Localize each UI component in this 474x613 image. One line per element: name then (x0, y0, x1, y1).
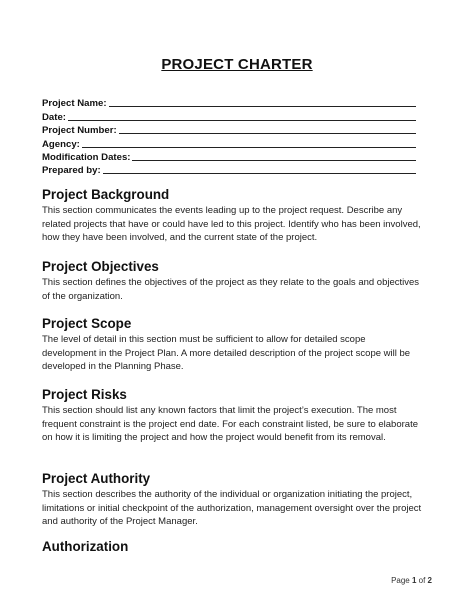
fill-line[interactable] (68, 119, 416, 121)
fill-line[interactable] (109, 105, 416, 107)
field-modification-dates (42, 150, 416, 163)
section-heading: Project Scope (42, 316, 132, 331)
section-body: This section should list any known factors that limit the project’s execution. The most frequent constraint is the project end date. For each constraint listed, be sure to elaborate on how it is limiting the project and how the project would benefit from its removal. (42, 405, 418, 444)
section-body: This section describes the authority of the individual or organization initiating the project, limitations or initial checkpoint of the authorization, management oversight over the project and authority of the Project Manager. (42, 489, 422, 528)
field-agency (42, 136, 416, 149)
page-prefix: Page (391, 576, 412, 585)
field-label: Project Name: (42, 98, 107, 110)
header-fields (42, 96, 416, 176)
section-heading: Project Risks (42, 387, 127, 402)
section-authorization (42, 538, 422, 555)
section-heading: Project Objectives (42, 259, 159, 274)
section-body: This section defines the objectives of the project as they relate to the goals and objectives of the organization. (42, 277, 420, 302)
fill-line[interactable] (132, 159, 416, 161)
fill-line[interactable] (82, 146, 416, 148)
field-project-name (42, 96, 416, 109)
field-label: Prepared by: (42, 165, 101, 177)
section-body: This section communicates the events leading up to the project request. Describe any related projects that have or could have led to this project. Identify who has been involved, how they have been involved, and the current state of the project. (42, 205, 421, 244)
section-project-authority (42, 470, 422, 529)
fill-line[interactable] (103, 172, 416, 174)
page-number (391, 576, 432, 585)
fill-line[interactable] (119, 132, 416, 134)
field-prepared-by (42, 163, 416, 176)
section-project-scope (42, 315, 422, 374)
page-current: 1 (411, 576, 417, 585)
field-label: Modification Dates: (42, 151, 131, 163)
section-body: The level of detail in this section must be sufficient to allow for detailed scope development in the Project Plan. A more detailed description of the project scope will be developed in the Planning Phase. (42, 334, 411, 373)
field-label: Project Number: (42, 125, 117, 137)
section-heading: Project Authority (42, 471, 151, 486)
section-heading: Project Background (42, 187, 170, 202)
field-project-number (42, 123, 416, 136)
section-heading: Authorization (42, 539, 129, 554)
field-label: Date: (42, 111, 66, 123)
section-project-objectives (42, 258, 422, 303)
document-title: PROJECT CHARTER (161, 56, 313, 73)
section-project-risks (42, 386, 422, 445)
page-of: of (416, 576, 428, 585)
page-total: 2 (427, 576, 432, 585)
field-date (42, 109, 416, 122)
section-project-background (42, 186, 422, 245)
field-label: Agency: (42, 138, 80, 150)
